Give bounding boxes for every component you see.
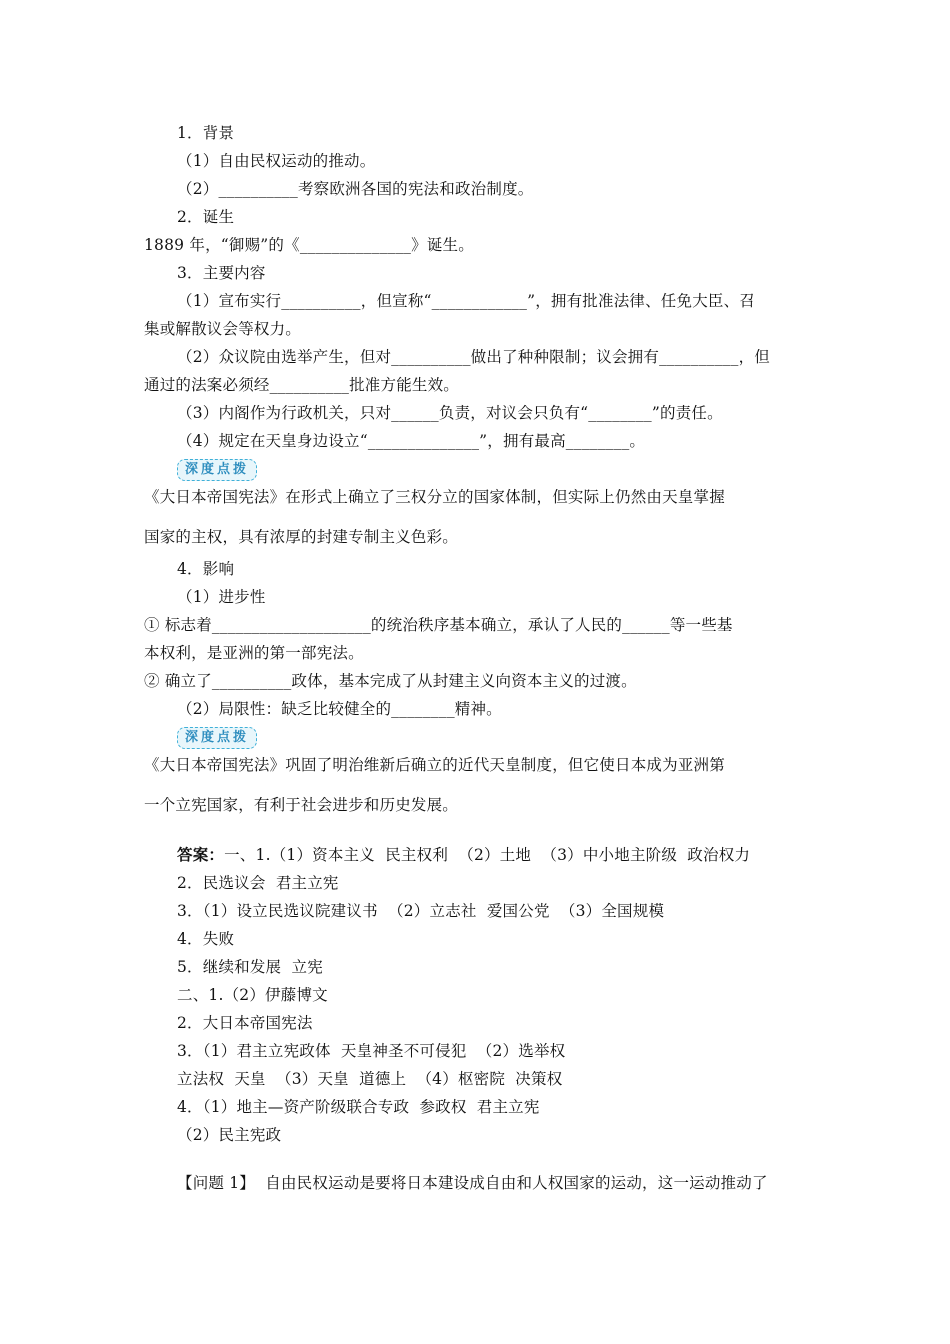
tip-1-line-2: 国家的主权，具有浓厚的封建专制主义色彩。 [144, 528, 459, 546]
question-label: 【问题 1】 [177, 1174, 255, 1192]
answers-line-8: 3．（1）君主立宪政体 天皇神圣不可侵犯 （2）选举权 [177, 1042, 566, 1060]
tip-2-line-1: 《大日本帝国宪法》巩固了明治维新后确立的近代天皇制度，但它使日本成为亚洲第 [144, 756, 725, 774]
answers-line-6: 二、1.（2）伊藤博文 [177, 986, 328, 1004]
question-1 [177, 1173, 768, 1193]
content-item-2-cont: 通过的法案必须经__________批准方能生效。 [144, 376, 460, 394]
answers-line-11: （2）民主宪政 [177, 1126, 282, 1144]
answers-line-4: 4．失败 [177, 930, 235, 948]
influence-progress: （1）进步性 [177, 588, 266, 606]
question-text: 自由民权运动是要将日本建设成自由和人权国家的运动，这一运动推动了 [255, 1174, 768, 1192]
tip-badge-2: 深度点拨 [177, 727, 257, 749]
background-item-2: （2）__________考察欧洲各国的宪法和政治制度。 [177, 180, 534, 198]
tip-1-line-1: 《大日本帝国宪法》在形式上确立了三权分立的国家体制，但实际上仍然由天皇掌握 [144, 488, 725, 506]
heading-birth: 2．诞生 [177, 208, 235, 226]
answers-text-1: 一、1.（1）资本主义 民主权利 （2）土地 （3）中小地主阶级 政治权力 [224, 846, 751, 864]
heading-background: 1．背景 [177, 124, 235, 142]
tip-badge-1: 深度点拨 [177, 459, 257, 481]
influence-limitation: （2）局限性：缺乏比较健全的________精神。 [177, 700, 502, 718]
answers-line-2: 2．民选议会 君主立宪 [177, 874, 339, 892]
progress-item-2: ② 确立了__________政体，基本完成了从封建主义向资本主义的过渡。 [144, 672, 637, 690]
birth-text: 1889 年，“御赐”的《______________》诞生。 [144, 236, 474, 254]
content-item-1: （1）宣布实行__________，但宣称“____________”，拥有批准法律、任免大臣、召 [177, 292, 756, 310]
answers-line-9: 立法权 天皇 （3）天皇 道德上 （4）枢密院 决策权 [177, 1070, 563, 1088]
progress-item-1-cont: 本权利，是亚洲的第一部宪法。 [144, 644, 364, 662]
answers-line-1 [177, 845, 750, 865]
answers-label: 答案： [177, 845, 225, 864]
background-item-1: （1）自由民权运动的推动。 [177, 152, 376, 170]
answers-line-7: 2．大日本帝国宪法 [177, 1014, 313, 1032]
tip-2-line-2: 一个立宪国家，有利于社会进步和历史发展。 [144, 796, 459, 814]
content-item-1-cont: 集或解散议会等权力。 [144, 320, 302, 338]
answers-line-3: 3．（1）设立民选议院建议书 （2）立志社 爱国公党 （3）全国规模 [177, 902, 665, 920]
progress-item-1: ① 标志着____________________的统治秩序基本确立，承认了人民的______等一些基 [144, 616, 733, 634]
heading-influence: 4．影响 [177, 560, 235, 578]
answers-line-10: 4．（1）地主—资产阶级联合专政 参政权 君主立宪 [177, 1098, 540, 1116]
content-item-3: （3）内阁作为行政机关，只对______负责，对议会只负有“________”的责任。 [177, 404, 723, 422]
content-item-2: （2）众议院由选举产生，但对__________做出了种种限制；议会拥有__________，但 [177, 348, 770, 366]
answers-line-5: 5．继续和发展 立宪 [177, 958, 323, 976]
content-item-4: （4）规定在天皇身边设立“______________”，拥有最高________。 [177, 432, 646, 450]
heading-main-content: 3．主要内容 [177, 264, 266, 282]
